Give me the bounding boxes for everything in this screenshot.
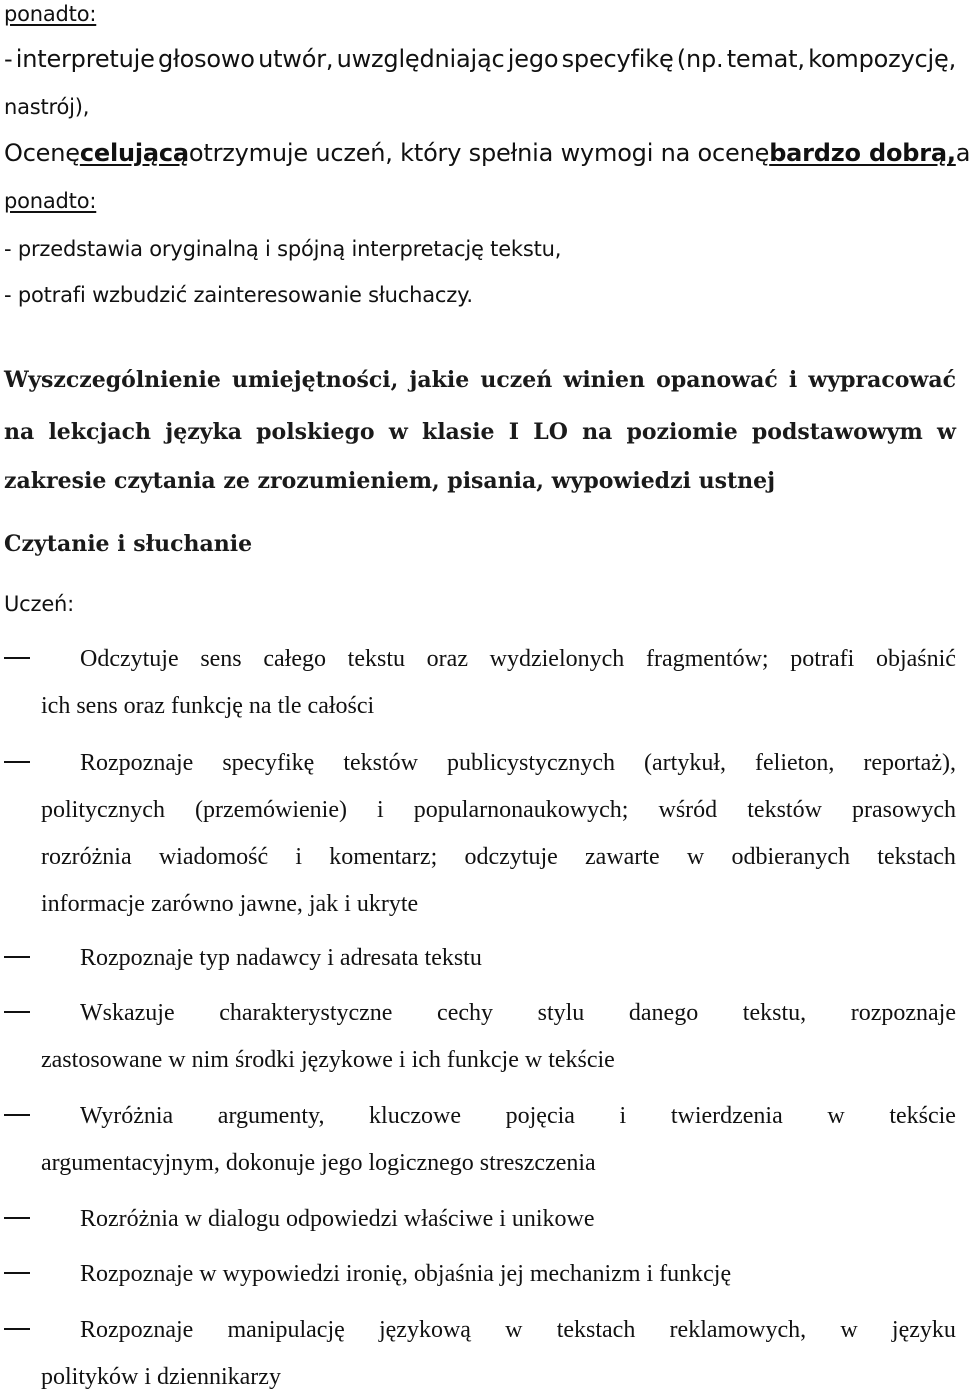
grade-celujaca: celującą: [79, 139, 189, 167]
word: umiejętności,: [232, 367, 399, 393]
word: Wskazuje: [80, 1000, 175, 1026]
word: Wyszczególnienie: [4, 367, 221, 393]
word: rozróżnia: [41, 844, 132, 870]
word: stylu: [537, 1000, 585, 1026]
word: odbieranych: [731, 844, 851, 870]
word: i: [377, 797, 384, 823]
word: jakie: [409, 367, 470, 393]
word: całego: [263, 646, 326, 672]
word: charakterystyczne: [219, 1000, 393, 1026]
word: na: [582, 419, 613, 445]
word: tekstu: [347, 646, 405, 672]
list-item-line: [80, 749, 956, 777]
word: manipulację: [227, 1317, 345, 1343]
list-item-line: [41, 843, 956, 871]
word: Rozpoznaje: [80, 750, 194, 776]
word: (artykuł,: [644, 750, 726, 776]
intro-ponadto-2: ponadto:: [4, 189, 97, 213]
list-dash-bullet: [4, 1011, 30, 1013]
word: I: [508, 419, 520, 445]
word: cechy: [437, 1000, 494, 1026]
list-item-line: polityków i dziennikarzy: [41, 1364, 281, 1390]
word: i: [788, 367, 798, 393]
word: tekstach: [877, 844, 956, 870]
word: interpretuje: [15, 45, 155, 73]
word: tekście: [889, 1103, 956, 1129]
word: klasie: [421, 419, 495, 445]
intro-line-potrafi: - potrafi wzbudzić zainteresowanie słuchaczy.: [4, 283, 473, 307]
word: i: [295, 844, 303, 870]
list-item-line: [80, 1102, 956, 1130]
list-item-line: [80, 999, 956, 1027]
word: lekcjach: [48, 419, 152, 445]
word: w: [686, 844, 705, 870]
ocena-word: Ocenę: [4, 139, 80, 167]
list-item-line: zastosowane w nim środki językowe i ich funkcje w tekście: [41, 1047, 615, 1073]
list-item-line: Rozpoznaje w wypowiedzi ironię, objaśnia jej mechanizm i funkcję: [80, 1261, 732, 1287]
word: języka: [165, 419, 242, 445]
word: polskiego: [256, 419, 375, 445]
list-item-line: argumentacyjnym, dokonuje jego logicznego streszczenia: [41, 1150, 596, 1176]
word: opanować: [656, 367, 778, 393]
list-item-line: informacje zarówno jawne, jak i ukryte: [41, 891, 419, 917]
ocena-condition: otrzymuje uczeń, który spełnia wymogi na ocenę: [188, 139, 770, 167]
word: tekstów: [747, 797, 822, 823]
word: podstawowym: [751, 419, 923, 445]
word: pojęcia: [505, 1103, 575, 1129]
word: zawarte: [585, 844, 660, 870]
word: oraz: [426, 646, 468, 672]
list-item-line: ich sens oraz funkcję na tle całości: [41, 693, 375, 719]
word: jego: [507, 45, 559, 73]
word: Odczytuje: [80, 646, 179, 672]
word: tekstach: [556, 1317, 636, 1343]
word: fragmentów;: [645, 646, 769, 672]
list-item-line: Rozpoznaje typ nadawcy i adresata tekstu: [80, 945, 482, 971]
word: w: [388, 419, 408, 445]
word: reklamowych,: [669, 1317, 807, 1343]
list-dash-bullet: [4, 956, 30, 958]
word: wydzielonych: [489, 646, 625, 672]
word: twierdzenia: [670, 1103, 783, 1129]
list-item-line: [41, 796, 956, 824]
word: w: [840, 1317, 858, 1343]
word: poziomie: [626, 419, 738, 445]
word: sens: [200, 646, 242, 672]
word: języku: [891, 1317, 956, 1343]
heading-line-3: zakresie czytania ze zrozumieniem, pisania, wypowiedzi ustnej: [4, 468, 776, 494]
word: kluczowe: [369, 1103, 462, 1129]
word: w: [505, 1317, 523, 1343]
list-item-line: Rozróżnia w dialogu odpowiedzi właściwe i unikowe: [80, 1206, 595, 1232]
word: specyfikę: [222, 750, 315, 776]
word: popularnonaukowych;: [413, 797, 629, 823]
word: tekstów: [343, 750, 418, 776]
word: publicystycznych: [447, 750, 615, 776]
word: językową: [378, 1317, 471, 1343]
list-dash-bullet: [4, 1272, 30, 1274]
heading-line-1: [4, 366, 956, 394]
intro-line-przedstawia: - przedstawia oryginalną i spójną interpretację tekstu,: [4, 237, 562, 261]
conj-a: a: [955, 139, 970, 167]
word: uwzględniając: [336, 45, 505, 73]
word: kompozycję,: [808, 45, 956, 73]
intro-line-ocena-celujaca: [4, 139, 970, 167]
word: i: [619, 1103, 627, 1129]
list-dash-bullet: [4, 657, 30, 659]
word: objaśnić: [875, 646, 956, 672]
list-dash-bullet: [4, 1328, 30, 1330]
word: komentarz;: [329, 844, 438, 870]
word: (przemówienie): [195, 797, 347, 823]
intro-ponadto-1: ponadto:: [4, 2, 97, 26]
word: specyfikę: [561, 45, 674, 73]
word: Wyróżnia: [80, 1103, 174, 1129]
word: tekstu,: [742, 1000, 807, 1026]
word: temat,: [726, 45, 805, 73]
word: LO: [533, 419, 568, 445]
section-title: Czytanie i słuchanie: [4, 531, 253, 557]
word: wśród: [658, 797, 718, 823]
grade-bardzo-dobra: bardzo dobrą,: [769, 139, 956, 167]
word: wypracować: [808, 367, 956, 393]
word: felieton,: [755, 750, 835, 776]
word: danego: [628, 1000, 699, 1026]
list-dash-bullet: [4, 1114, 30, 1116]
word: wiadomość: [158, 844, 269, 870]
word: utwór,: [258, 45, 334, 73]
heading-line-2: [4, 418, 956, 446]
word: w: [827, 1103, 845, 1129]
word: głosowo: [157, 45, 255, 73]
word: rozpoznaje: [850, 1000, 956, 1026]
word: uczeń: [480, 367, 553, 393]
intro-line-interpretuje: [4, 45, 956, 73]
section-subject: Uczeń:: [4, 592, 75, 616]
list-dash-bullet: [4, 761, 30, 763]
list-item-line: [80, 645, 956, 673]
list-item-line: [80, 1316, 956, 1344]
word: odczytuje: [464, 844, 558, 870]
word: reportaż),: [863, 750, 956, 776]
word: winien: [563, 367, 646, 393]
word: Rozpoznaje: [80, 1317, 194, 1343]
word: prasowych: [852, 797, 956, 823]
word: na: [4, 419, 35, 445]
word: politycznych: [41, 797, 165, 823]
word: (np.: [676, 45, 724, 73]
intro-line-nastroj: nastrój),: [4, 95, 90, 119]
word: argumenty,: [217, 1103, 325, 1129]
word: -: [4, 45, 13, 73]
word: potrafi: [790, 646, 855, 672]
list-dash-bullet: [4, 1217, 30, 1219]
word: w: [936, 419, 956, 445]
